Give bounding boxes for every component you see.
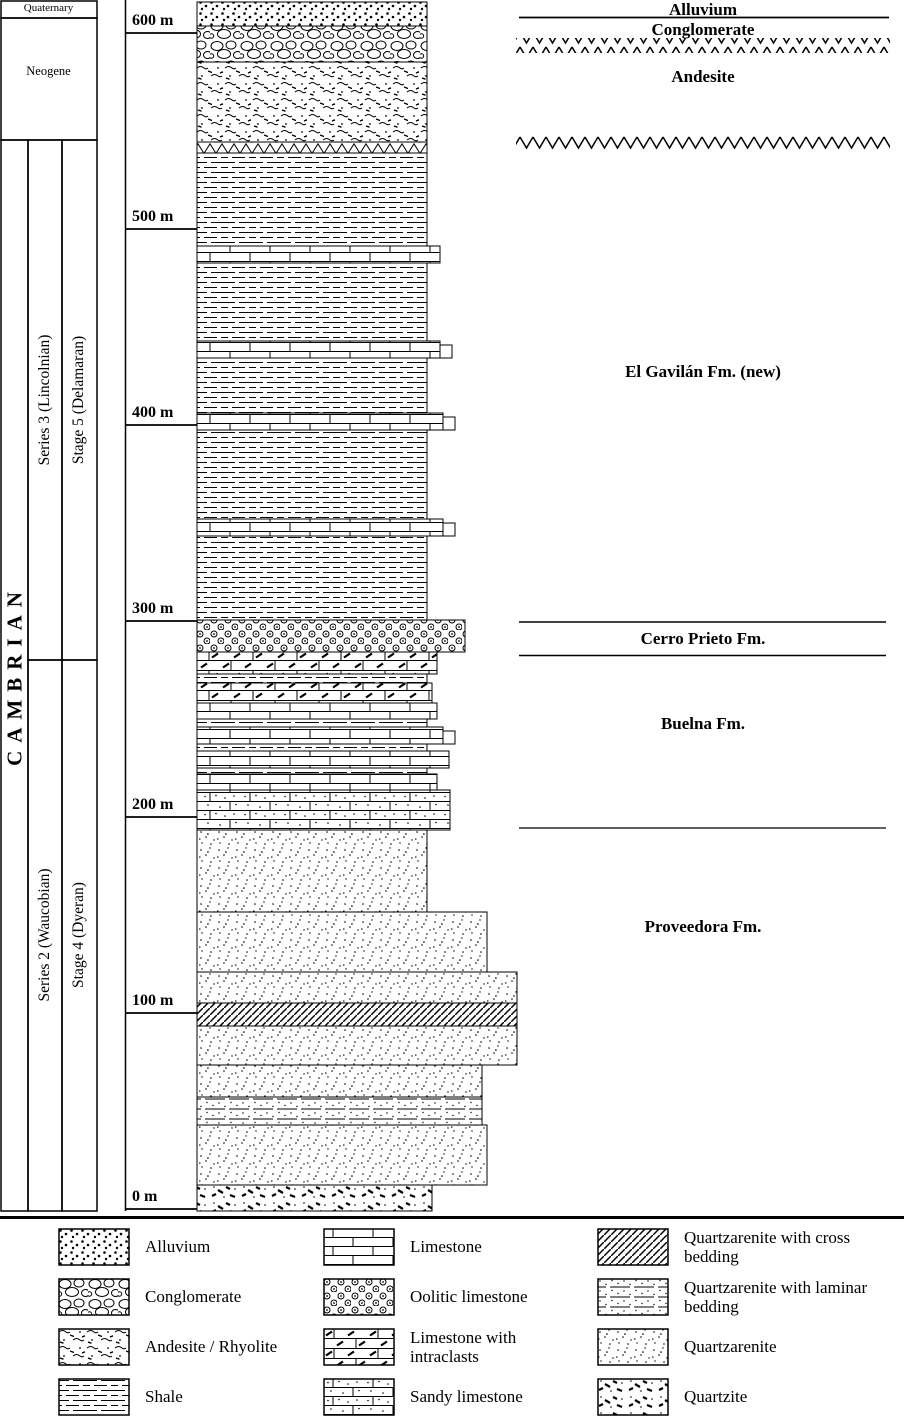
strat-unit-oolitic-limestone bbox=[197, 620, 465, 652]
legend-swatch-conglomerate bbox=[58, 1278, 130, 1316]
chrono-series3-label: Series 3 (Lincolnian) bbox=[36, 334, 53, 466]
strat-unit-limestone bbox=[197, 727, 443, 744]
strat-unit-limestone-intraclasts bbox=[197, 652, 437, 674]
chrono-neogene-label: Neogene bbox=[26, 64, 71, 78]
chrono-cambrian-label: CAMBRIAN bbox=[2, 584, 27, 766]
legend-swatch-laminar-bedding bbox=[597, 1278, 669, 1316]
legend-column-3 bbox=[597, 1228, 896, 1416]
legend-item bbox=[58, 1278, 310, 1316]
legend-item bbox=[597, 1328, 896, 1366]
legend-divider bbox=[0, 1216, 904, 1219]
unconformity-zigzag-lower bbox=[516, 136, 890, 151]
strat-unit-shale bbox=[197, 358, 427, 413]
strat-unit-shale bbox=[197, 153, 427, 246]
formation-label-cerro-prieto: Cerro Prieto Fm. bbox=[640, 629, 766, 648]
depth-label-100m: 100 m bbox=[132, 992, 174, 1009]
strat-unit-shale bbox=[197, 744, 427, 751]
formation-label-el-gavilan: El Gavilán Fm. (new) bbox=[625, 362, 781, 381]
legend-label: Shale bbox=[145, 1387, 183, 1407]
depth-label-600m: 600 m bbox=[132, 12, 174, 29]
strat-unit-shale bbox=[197, 263, 427, 341]
strat-unit-quartzite bbox=[197, 1185, 432, 1211]
strat-unit-quartzarenite bbox=[197, 1065, 482, 1097]
formation-label-proveedora: Proveedora Fm. bbox=[644, 917, 762, 936]
legend-swatch-limestone bbox=[323, 1228, 395, 1266]
legend-swatch-oolitic-limestone bbox=[323, 1278, 395, 1316]
chrono-stage5-label: Stage 5 (Delamaran) bbox=[70, 335, 87, 465]
legend-item bbox=[597, 1378, 896, 1416]
strat-unit-limestone bbox=[197, 519, 443, 536]
strat-unit-quartzarenite bbox=[197, 1125, 487, 1185]
strat-unit-shale bbox=[197, 536, 427, 620]
depth-label-300m: 300 m bbox=[132, 600, 174, 617]
legend-item bbox=[323, 1378, 552, 1416]
legend-item bbox=[323, 1278, 552, 1316]
bed-end-cap bbox=[443, 417, 455, 430]
strat-unit-limestone bbox=[197, 246, 440, 263]
depth-label-400m: 400 m bbox=[132, 404, 174, 421]
legend-swatch-alluvium bbox=[58, 1228, 130, 1266]
legend-item bbox=[323, 1328, 552, 1366]
legend-item bbox=[323, 1228, 552, 1266]
strat-unit-unconformity bbox=[197, 142, 427, 153]
legend-item bbox=[597, 1278, 896, 1316]
legend-label: Quartzarenite with cross bedding bbox=[684, 1227, 851, 1266]
strat-unit-laminar-bedding bbox=[197, 1097, 482, 1125]
strat-unit-limestone-intraclasts bbox=[197, 683, 432, 703]
chrono-quaternary-label: Quaternary bbox=[23, 2, 74, 14]
strat-unit-shale bbox=[197, 719, 427, 727]
legend-swatch-cross-bedding bbox=[597, 1228, 669, 1266]
strat-unit-shale bbox=[197, 674, 427, 683]
strat-unit-quartzarenite bbox=[197, 830, 427, 912]
legend-label: Alluvium bbox=[145, 1237, 211, 1257]
strat-unit-quartzarenite bbox=[197, 1026, 517, 1065]
strat-unit-cross-bedding bbox=[197, 1003, 517, 1026]
legend-swatch-sandy-limestone bbox=[323, 1378, 395, 1416]
strat-unit-quartzarenite bbox=[197, 972, 517, 1003]
legend-label: Quartzarenite bbox=[684, 1337, 777, 1357]
strat-column bbox=[197, 2, 517, 1211]
depth-label-200m: 200 m bbox=[132, 796, 174, 813]
legend-item bbox=[58, 1378, 310, 1416]
depth-label-500m: 500 m bbox=[132, 208, 174, 225]
strat-unit-sandy-limestone bbox=[197, 790, 450, 830]
legend-column-2 bbox=[323, 1228, 552, 1416]
bed-end-cap bbox=[440, 345, 452, 358]
strat-unit-limestone bbox=[197, 341, 440, 358]
legend-swatch-quartzite bbox=[597, 1378, 669, 1416]
chrono-series2-label: Series 2 (Waucobian) bbox=[36, 868, 53, 1002]
strat-unit-shale bbox=[197, 430, 427, 519]
right-annotations bbox=[516, 18, 890, 829]
legend-swatch-quartzarenite bbox=[597, 1328, 669, 1366]
strat-unit-andesite bbox=[197, 62, 427, 142]
unconformity-zigzag-upper bbox=[516, 38, 890, 53]
legend-swatch-andesite bbox=[58, 1328, 130, 1366]
legend-swatch-shale bbox=[58, 1378, 130, 1416]
legend-label: Conglomerate bbox=[145, 1287, 242, 1307]
legend-item bbox=[58, 1228, 310, 1266]
legend-label: Quartzite bbox=[684, 1387, 748, 1407]
strat-unit-conglomerate bbox=[197, 26, 427, 62]
strat-unit-limestone bbox=[197, 751, 449, 768]
legend-label: Quartzarenite with laminar bedding bbox=[684, 1277, 868, 1316]
bed-end-cap bbox=[443, 523, 455, 536]
chrono-stage4-label: Stage 4 (Dyeran) bbox=[70, 882, 87, 988]
legend-swatch-limestone-intraclasts bbox=[323, 1328, 395, 1366]
bed-end-cap bbox=[443, 731, 455, 744]
legend-label: Sandy limestone bbox=[410, 1387, 523, 1407]
legend-label: Limestone bbox=[410, 1237, 482, 1257]
legend-item bbox=[58, 1328, 310, 1366]
strat-unit-quartzarenite bbox=[197, 912, 487, 972]
strat-unit-shale bbox=[197, 768, 427, 774]
legend-label: Oolitic limestone bbox=[410, 1287, 528, 1307]
formation-label-conglomerate: Conglomerate bbox=[651, 20, 755, 39]
legend-label: Limestone with intraclasts bbox=[410, 1327, 517, 1366]
legend bbox=[0, 1216, 904, 1423]
neogene-box bbox=[1, 18, 97, 140]
formation-label-andesite: Andesite bbox=[671, 67, 735, 86]
depth-label-0m: 0 m bbox=[132, 1188, 158, 1205]
strat-unit-limestone bbox=[197, 413, 443, 430]
strat-unit-alluvium bbox=[197, 2, 427, 26]
legend-item bbox=[597, 1228, 896, 1266]
formation-label-alluvium: Alluvium bbox=[668, 0, 738, 19]
strat-unit-limestone bbox=[197, 774, 437, 790]
legend-column-1 bbox=[58, 1228, 310, 1416]
formation-label-buelna: Buelna Fm. bbox=[660, 714, 746, 733]
strat-unit-limestone bbox=[197, 703, 437, 719]
legend-label: Andesite / Rhyolite bbox=[145, 1337, 278, 1357]
